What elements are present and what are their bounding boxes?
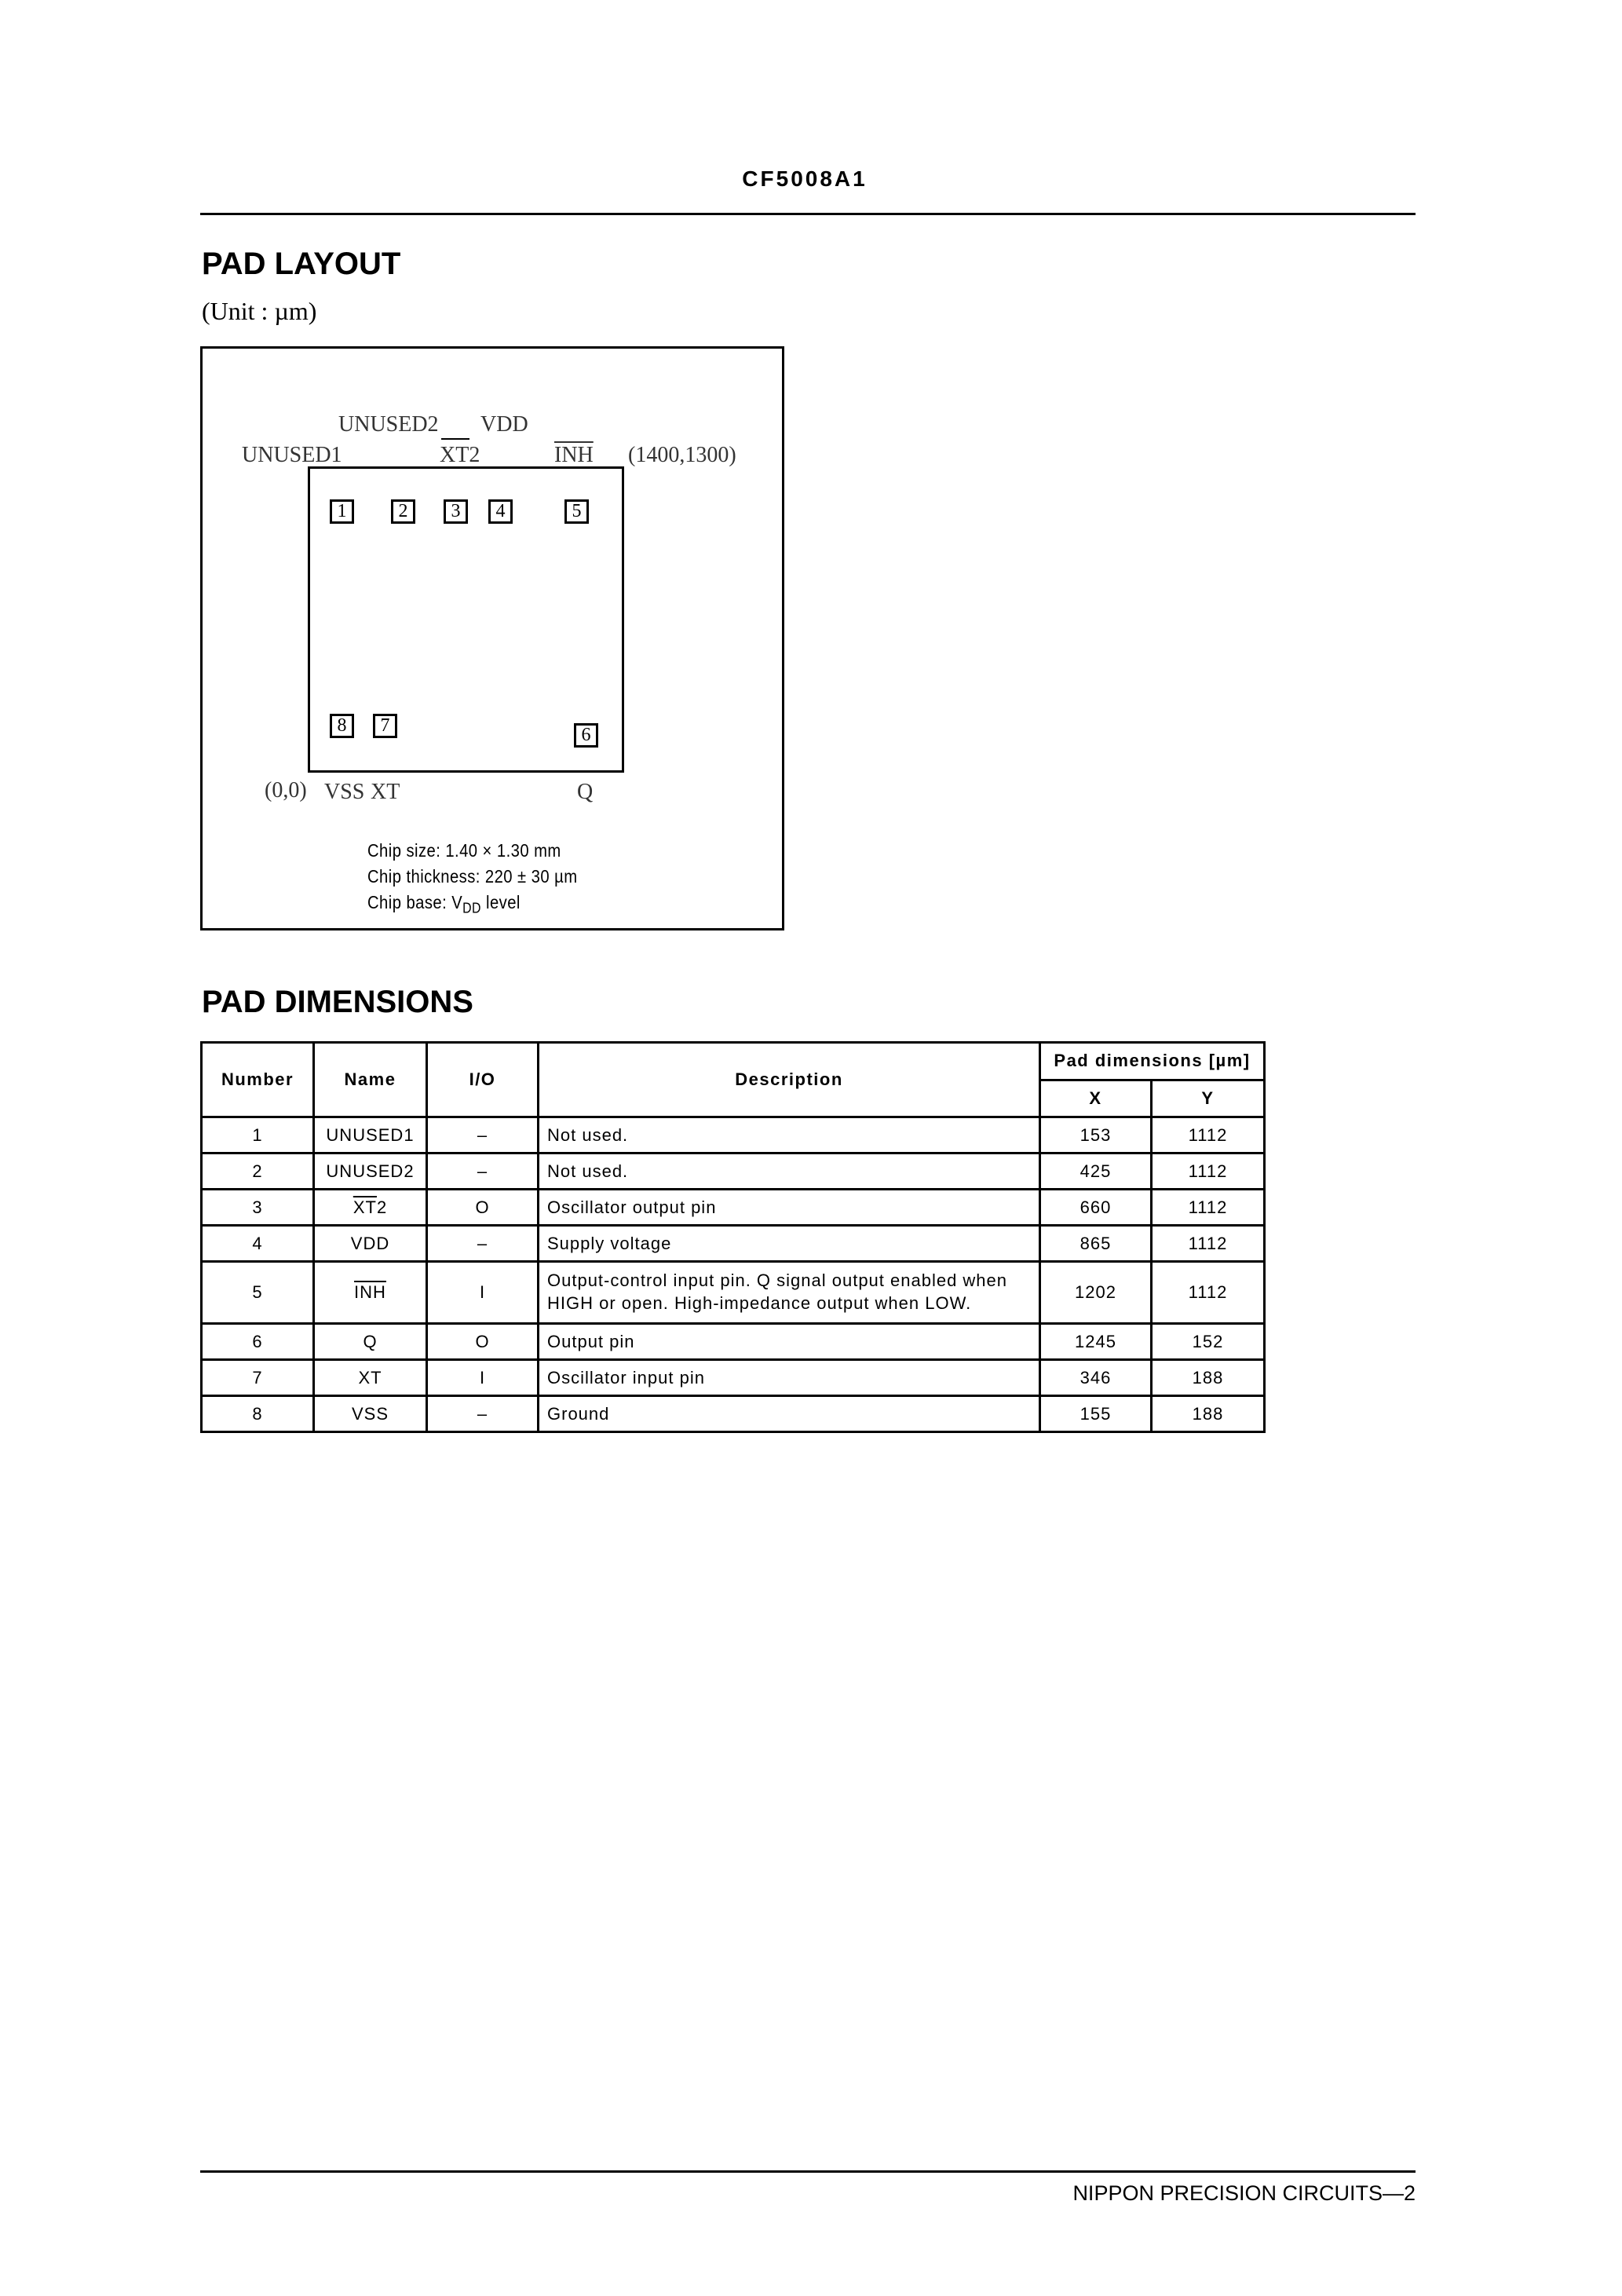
cell-number: 4 <box>202 1226 314 1262</box>
table-row <box>202 1153 1265 1190</box>
unit-label: (Unit : µm) <box>202 297 317 325</box>
header-name: Name <box>314 1043 427 1117</box>
header-number: Number <box>202 1043 314 1117</box>
document-part-number: CF5008A1 <box>742 166 868 191</box>
pin-name-overlined: $\overline{INH}$ <box>354 1282 386 1302</box>
pin-name: XT <box>358 1367 382 1387</box>
cell-x: 153 <box>1040 1117 1152 1153</box>
label-unused2: UNUSED2 <box>338 412 439 437</box>
cell-x: 1202 <box>1040 1262 1152 1324</box>
pad-6: 6 <box>574 723 598 748</box>
label-q: Q <box>577 780 594 804</box>
label-vss: VSS <box>324 780 365 804</box>
cell-y: 188 <box>1152 1360 1265 1396</box>
cell-io: O <box>427 1190 539 1226</box>
table-row <box>202 1324 1265 1360</box>
cell-io: I <box>427 1360 539 1396</box>
cell-number: 8 <box>202 1396 314 1432</box>
cell-name <box>314 1324 427 1360</box>
pad-dimensions-heading: PAD DIMENSIONS <box>202 985 473 1019</box>
cell-io: – <box>427 1396 539 1432</box>
footer-text: NIPPON PRECISION CIRCUITS—2 <box>1072 2181 1416 2205</box>
chip-base-prefix: Chip base: V <box>367 892 463 912</box>
label-xt: XT <box>371 780 400 804</box>
label-inh: $\overline{INH}$ <box>554 443 594 467</box>
label-vdd: VDD <box>480 412 528 437</box>
table-row <box>202 1262 1265 1324</box>
chip-base-suffix: level <box>480 892 521 912</box>
label-origin: (0,0) <box>265 778 307 803</box>
cell-io: I <box>427 1262 539 1324</box>
cell-io: O <box>427 1324 539 1360</box>
cell-number: 7 <box>202 1360 314 1396</box>
cell-description: Oscillator input pin <box>539 1360 1040 1396</box>
cell-description: Not used. <box>539 1153 1040 1190</box>
pad-2: 2 <box>391 499 415 524</box>
cell-y: 1112 <box>1152 1262 1265 1324</box>
cell-name <box>314 1396 427 1432</box>
cell-y: 1112 <box>1152 1190 1265 1226</box>
cell-description: Oscillator output pin <box>539 1190 1040 1226</box>
cell-number: 5 <box>202 1262 314 1324</box>
cell-name <box>314 1190 427 1226</box>
pad-8: 8 <box>330 714 354 738</box>
cell-x: 1245 <box>1040 1324 1152 1360</box>
cell-number: 6 <box>202 1324 314 1360</box>
table-row <box>202 1396 1265 1432</box>
header-pad-dimensions: Pad dimensions [µm] <box>1040 1043 1265 1080</box>
cell-x: 865 <box>1040 1226 1152 1262</box>
pin-name: Q <box>363 1331 378 1351</box>
header-rule <box>200 213 1416 215</box>
cell-y: 188 <box>1152 1396 1265 1432</box>
cell-io: – <box>427 1226 539 1262</box>
cell-description: Supply voltage <box>539 1226 1040 1262</box>
pin-name: UNUSED1 <box>326 1124 415 1145</box>
header-description: Description <box>539 1043 1040 1117</box>
cell-number: 3 <box>202 1190 314 1226</box>
cell-name <box>314 1360 427 1396</box>
label-xt2: XT2 <box>440 443 480 467</box>
pad-4: 4 <box>488 499 513 524</box>
label-unused1: UNUSED1 <box>242 443 342 467</box>
pin-name: UNUSED2 <box>326 1161 415 1181</box>
cell-number: 2 <box>202 1153 314 1190</box>
pin-name-overlined: $\overline{XT}$ <box>353 1197 377 1217</box>
header-x: X <box>1040 1080 1152 1117</box>
cell-y: 1112 <box>1152 1153 1265 1190</box>
cell-name <box>314 1262 427 1324</box>
cell-number: 1 <box>202 1117 314 1153</box>
cell-y: 1112 <box>1152 1117 1265 1153</box>
header-y: Y <box>1152 1080 1265 1117</box>
label-top-right-coordinate: (1400,1300) <box>628 443 736 467</box>
cell-y: 1112 <box>1152 1226 1265 1262</box>
cell-x: 425 <box>1040 1153 1152 1190</box>
table-row <box>202 1226 1265 1262</box>
table-row <box>202 1117 1265 1153</box>
pad-1: 1 <box>330 499 354 524</box>
pin-name: VSS <box>351 1403 389 1424</box>
pad-layout-heading: PAD LAYOUT <box>202 247 401 281</box>
cell-name <box>314 1226 427 1262</box>
cell-description: Ground <box>539 1396 1040 1432</box>
header-io: I/O <box>427 1043 539 1117</box>
table-row <box>202 1360 1265 1396</box>
cell-x: 155 <box>1040 1396 1152 1432</box>
footer-rule <box>200 2170 1416 2173</box>
cell-name <box>314 1153 427 1190</box>
cell-description: Output-control input pin. Q signal output enabled when HIGH or open. High-impedance output when LOW. <box>539 1262 1040 1324</box>
table-row <box>202 1190 1265 1226</box>
cell-description: Not used. <box>539 1117 1040 1153</box>
pad-7: 7 <box>373 714 397 738</box>
pad-dimensions-table <box>200 1041 1266 1433</box>
xt2-overline <box>441 438 469 440</box>
pad-3: 3 <box>444 499 468 524</box>
cell-io: – <box>427 1117 539 1153</box>
pin-name: VDD <box>350 1233 390 1253</box>
pin-name-suffix: 2 <box>376 1197 388 1217</box>
cell-x: 660 <box>1040 1190 1152 1226</box>
cell-description: Output pin <box>539 1324 1040 1360</box>
chip-thickness: Chip thickness: 220 ± 30 µm <box>367 866 578 887</box>
chip-base-subscript: DD <box>462 900 481 916</box>
cell-y: 152 <box>1152 1324 1265 1360</box>
chip-base <box>367 894 521 916</box>
pad-5: 5 <box>564 499 589 524</box>
cell-name <box>314 1117 427 1153</box>
cell-x: 346 <box>1040 1360 1152 1396</box>
cell-io: – <box>427 1153 539 1190</box>
chip-size: Chip size: 1.40 × 1.30 mm <box>367 840 561 861</box>
